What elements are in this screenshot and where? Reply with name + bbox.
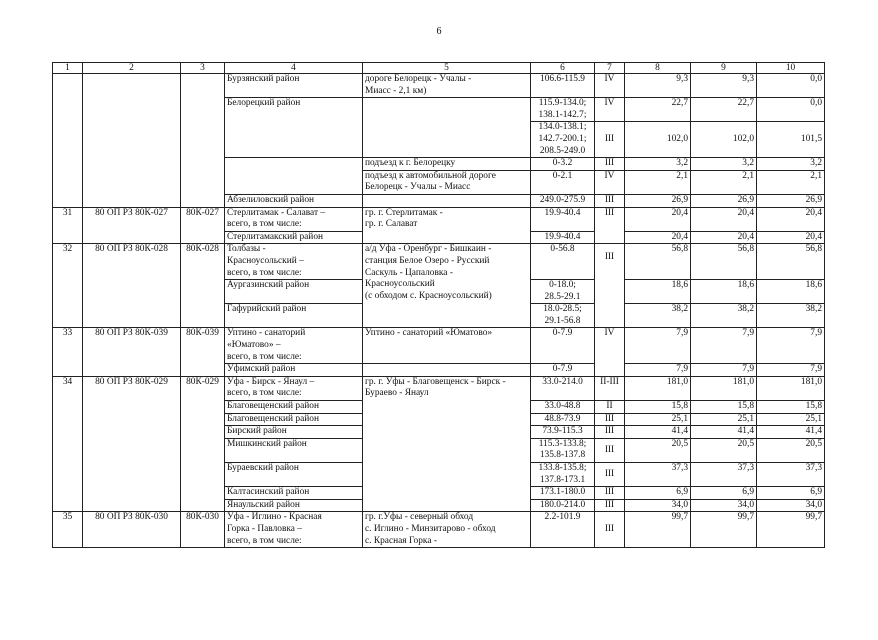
table-row — [53, 244, 825, 280]
km-range: 33.0-214.0 — [531, 376, 595, 400]
road-name: Уптино - санаторий «Юматово» – всего, в том числе: — [225, 328, 363, 364]
km-range: 106.6-115.9 — [531, 74, 595, 98]
header-cell: 7 — [595, 63, 625, 74]
value-col8: 181,0 — [625, 376, 691, 400]
header-cell: 10 — [757, 63, 825, 74]
value-col10: 0,0 — [757, 74, 825, 98]
value-col9: 2,1 — [691, 170, 757, 194]
km-range: 0-2.1 — [531, 170, 595, 194]
header-cell: 9 — [691, 63, 757, 74]
route — [363, 98, 531, 158]
row-number: 35 — [53, 512, 83, 548]
value-col8: 34,0 — [625, 499, 691, 512]
district: Благовещенский район — [225, 401, 363, 414]
value-col9: 9,3 — [691, 74, 757, 98]
value-col9: 34,0 — [691, 499, 757, 512]
category: II-III — [595, 376, 625, 400]
value-col10: 25,1 — [757, 413, 825, 426]
value-col8: 99,7 — [625, 512, 691, 548]
value-col8: 22,7 — [625, 98, 691, 122]
km-range: 2.2-101.9 — [531, 512, 595, 548]
km-range: 134.0-138.1; 142.7-200.1; 208.5-249.0 — [531, 122, 595, 158]
district — [225, 158, 363, 195]
value-col8: 2,1 — [625, 170, 691, 194]
km-range: 18.0-28.5; 29.1-56.8 — [531, 304, 595, 328]
category: IV — [595, 98, 625, 122]
district: Уфимский район — [225, 364, 363, 377]
km-range: 19.9-40.4 — [531, 207, 595, 231]
category: IV — [595, 328, 625, 376]
row-number: 34 — [53, 376, 83, 512]
district: Мишкинский район — [225, 438, 363, 462]
value-col10: 26,9 — [757, 194, 825, 207]
value-col9: 18,6 — [691, 280, 757, 304]
table-row — [53, 207, 825, 231]
value-col9: 37,3 — [691, 463, 757, 487]
road-code: 80К-039 — [181, 328, 225, 376]
district: Аургазинский район — [225, 280, 363, 304]
page-number: 6 — [436, 26, 442, 37]
value-col9: 7,9 — [691, 328, 757, 364]
district: Абзелиловский район — [225, 194, 363, 207]
header-cell: 3 — [181, 63, 225, 74]
route — [363, 194, 531, 207]
value-col10: 20,4 — [757, 231, 825, 244]
km-range: 115.3-133.8; 135.8-137.8 — [531, 438, 595, 462]
table-row — [53, 74, 825, 98]
route — [363, 364, 531, 377]
category: III — [595, 122, 625, 158]
route: дороге Белорецк - Учалы - Миасс - 2,1 км) — [363, 74, 531, 98]
value-col9: 6,9 — [691, 487, 757, 500]
value-col8: 20,4 — [625, 207, 691, 231]
route: гр. г.Уфы - северный обход с. Иглино - Минзитарово - обход с. Красная Горка - — [363, 512, 531, 548]
value-col8: 18,6 — [625, 280, 691, 304]
value-col8: 102,0 — [625, 122, 691, 158]
route: гр. г. Стерлитамак - гр. г. Салават — [363, 207, 531, 244]
table-row — [53, 376, 825, 400]
km-range: 249.0-275.9 — [531, 194, 595, 207]
km-range: 180.0-214.0 — [531, 499, 595, 512]
category: IV — [595, 74, 625, 98]
value-col9: 20,4 — [691, 231, 757, 244]
route: подъезд к автомобильной дороге Белорецк - Учалы - Миасс — [363, 170, 531, 194]
road-id — [83, 74, 181, 208]
category: IV — [595, 170, 625, 194]
category: III — [595, 194, 625, 207]
district: Калтасинский район — [225, 487, 363, 500]
value-col8: 26,9 — [625, 194, 691, 207]
district: Белорецкий район — [225, 98, 363, 158]
value-col9: 102,0 — [691, 122, 757, 158]
district: Благовещенский район — [225, 413, 363, 426]
value-col9: 3,2 — [691, 158, 757, 171]
value-col9: 20,4 — [691, 207, 757, 231]
header-cell: 1 — [53, 63, 83, 74]
route: Уптино - санаторий «Юматово» — [363, 328, 531, 364]
road-id: 80 ОП РЗ 80К-028 — [83, 244, 181, 328]
road-name: Уфа - Бирск - Янаул – всего, в том числе: — [225, 376, 363, 400]
km-range: 48.8-73.9 — [531, 413, 595, 426]
value-col9: 7,9 — [691, 364, 757, 377]
value-col8: 6,9 — [625, 487, 691, 500]
km-range: 0-3.2 — [531, 158, 595, 171]
road-id: 80 ОП РЗ 80К-039 — [83, 328, 181, 376]
category: III — [595, 158, 625, 171]
district: Стерлитамакский район — [225, 231, 363, 244]
category: II — [595, 401, 625, 414]
road-id: 80 ОП РЗ 80К-030 — [83, 512, 181, 548]
value-col9: 15,8 — [691, 401, 757, 414]
value-col9: 26,9 — [691, 194, 757, 207]
value-col8: 37,3 — [625, 463, 691, 487]
road-name: Стерлитамак - Салават – всего, в том числе: — [225, 207, 363, 231]
row-number — [53, 74, 83, 208]
km-range: 33.0-48.8 — [531, 401, 595, 414]
road-code: 80К-027 — [181, 207, 225, 244]
value-col10: 37,3 — [757, 463, 825, 487]
value-col8: 9,3 — [625, 74, 691, 98]
header-row — [53, 63, 825, 74]
district: Бирский район — [225, 426, 363, 439]
road-id: 80 ОП РЗ 80К-029 — [83, 376, 181, 512]
value-col9: 38,2 — [691, 304, 757, 328]
road-code: 80К-030 — [181, 512, 225, 548]
row-number: 31 — [53, 207, 83, 244]
value-col8: 56,8 — [625, 244, 691, 280]
table-row — [53, 512, 825, 548]
road-code: 80К-028 — [181, 244, 225, 328]
value-col8: 38,2 — [625, 304, 691, 328]
km-range: 173.1-180.0 — [531, 487, 595, 500]
value-col9: 181,0 — [691, 376, 757, 400]
value-col9: 20,5 — [691, 438, 757, 462]
km-range: 0-7.9 — [531, 328, 595, 364]
route: гр. г. Уфы - Благовещенск - Бирск - Бураево - Янаул — [363, 376, 531, 512]
value-col10: 181,0 — [757, 376, 825, 400]
route: а/д Уфа - Оренбург - Бишкаин - станция Белое Озеро - Русский Саскуль - Цапаловка - Красноусольский (с обходом с. Красноусольский) — [363, 244, 531, 328]
value-col10: 56,8 — [757, 244, 825, 280]
value-col9: 56,8 — [691, 244, 757, 280]
roads-table — [52, 62, 825, 548]
header-cell: 2 — [83, 63, 181, 74]
category: III — [595, 487, 625, 500]
district: Бурзянский район — [225, 74, 363, 98]
value-col9: 22,7 — [691, 98, 757, 122]
value-col10: 20,4 — [757, 207, 825, 231]
value-col10: 101,5 — [757, 122, 825, 158]
header-cell: 6 — [531, 63, 595, 74]
category: III — [595, 438, 625, 462]
value-col10: 18,6 — [757, 280, 825, 304]
value-col8: 7,9 — [625, 364, 691, 377]
table-row — [53, 328, 825, 364]
value-col8: 25,1 — [625, 413, 691, 426]
value-col8: 20,5 — [625, 438, 691, 462]
category: III — [595, 244, 625, 328]
value-col9: 41,4 — [691, 426, 757, 439]
value-col8: 20,4 — [625, 231, 691, 244]
value-col10: 6,9 — [757, 487, 825, 500]
km-range: 19.9-40.4 — [531, 231, 595, 244]
value-col9: 25,1 — [691, 413, 757, 426]
value-col8: 7,9 — [625, 328, 691, 364]
district: Янаульский район — [225, 499, 363, 512]
row-number: 32 — [53, 244, 83, 328]
km-range: 73.9-115.3 — [531, 426, 595, 439]
value-col10: 20,5 — [757, 438, 825, 462]
value-col10: 0,0 — [757, 98, 825, 122]
value-col8: 41,4 — [625, 426, 691, 439]
road-name: Толбазы - Красноусольский – всего, в том числе: — [225, 244, 363, 280]
row-number: 33 — [53, 328, 83, 376]
value-col10: 38,2 — [757, 304, 825, 328]
route: подъезд к г. Белорецку — [363, 158, 531, 171]
value-col10: 99,7 — [757, 512, 825, 548]
category: III — [595, 207, 625, 244]
road-name: Уфа - Иглино - Красная Горка - Павловка – всего, в том числе: — [225, 512, 363, 548]
category: III — [595, 463, 625, 487]
value-col10: 7,9 — [757, 328, 825, 364]
km-range: 0-56.8 — [531, 244, 595, 280]
value-col8: 3,2 — [625, 158, 691, 171]
category: III — [595, 512, 625, 548]
road-code: 80К-029 — [181, 376, 225, 512]
category: III — [595, 499, 625, 512]
value-col9: 99,7 — [691, 512, 757, 548]
road-code — [181, 74, 225, 208]
value-col10: 2,1 — [757, 170, 825, 194]
header-cell: 5 — [363, 63, 531, 74]
km-range: 115.9-134.0; 138.1-142.7; — [531, 98, 595, 122]
km-range: 0-18.0; 28.5-29.1 — [531, 280, 595, 304]
km-range: 133.8-135.8; 137.8-173.1 — [531, 463, 595, 487]
value-col10: 15,8 — [757, 401, 825, 414]
value-col10: 3,2 — [757, 158, 825, 171]
district: Бураевский район — [225, 463, 363, 487]
header-cell: 8 — [625, 63, 691, 74]
value-col10: 34,0 — [757, 499, 825, 512]
value-col10: 7,9 — [757, 364, 825, 377]
district: Гафурийский район — [225, 304, 363, 328]
category: III — [595, 426, 625, 439]
value-col8: 15,8 — [625, 401, 691, 414]
value-col10: 41,4 — [757, 426, 825, 439]
category: III — [595, 413, 625, 426]
header-cell: 4 — [225, 63, 363, 74]
road-id: 80 ОП РЗ 80К-027 — [83, 207, 181, 244]
km-range: 0-7.9 — [531, 364, 595, 377]
